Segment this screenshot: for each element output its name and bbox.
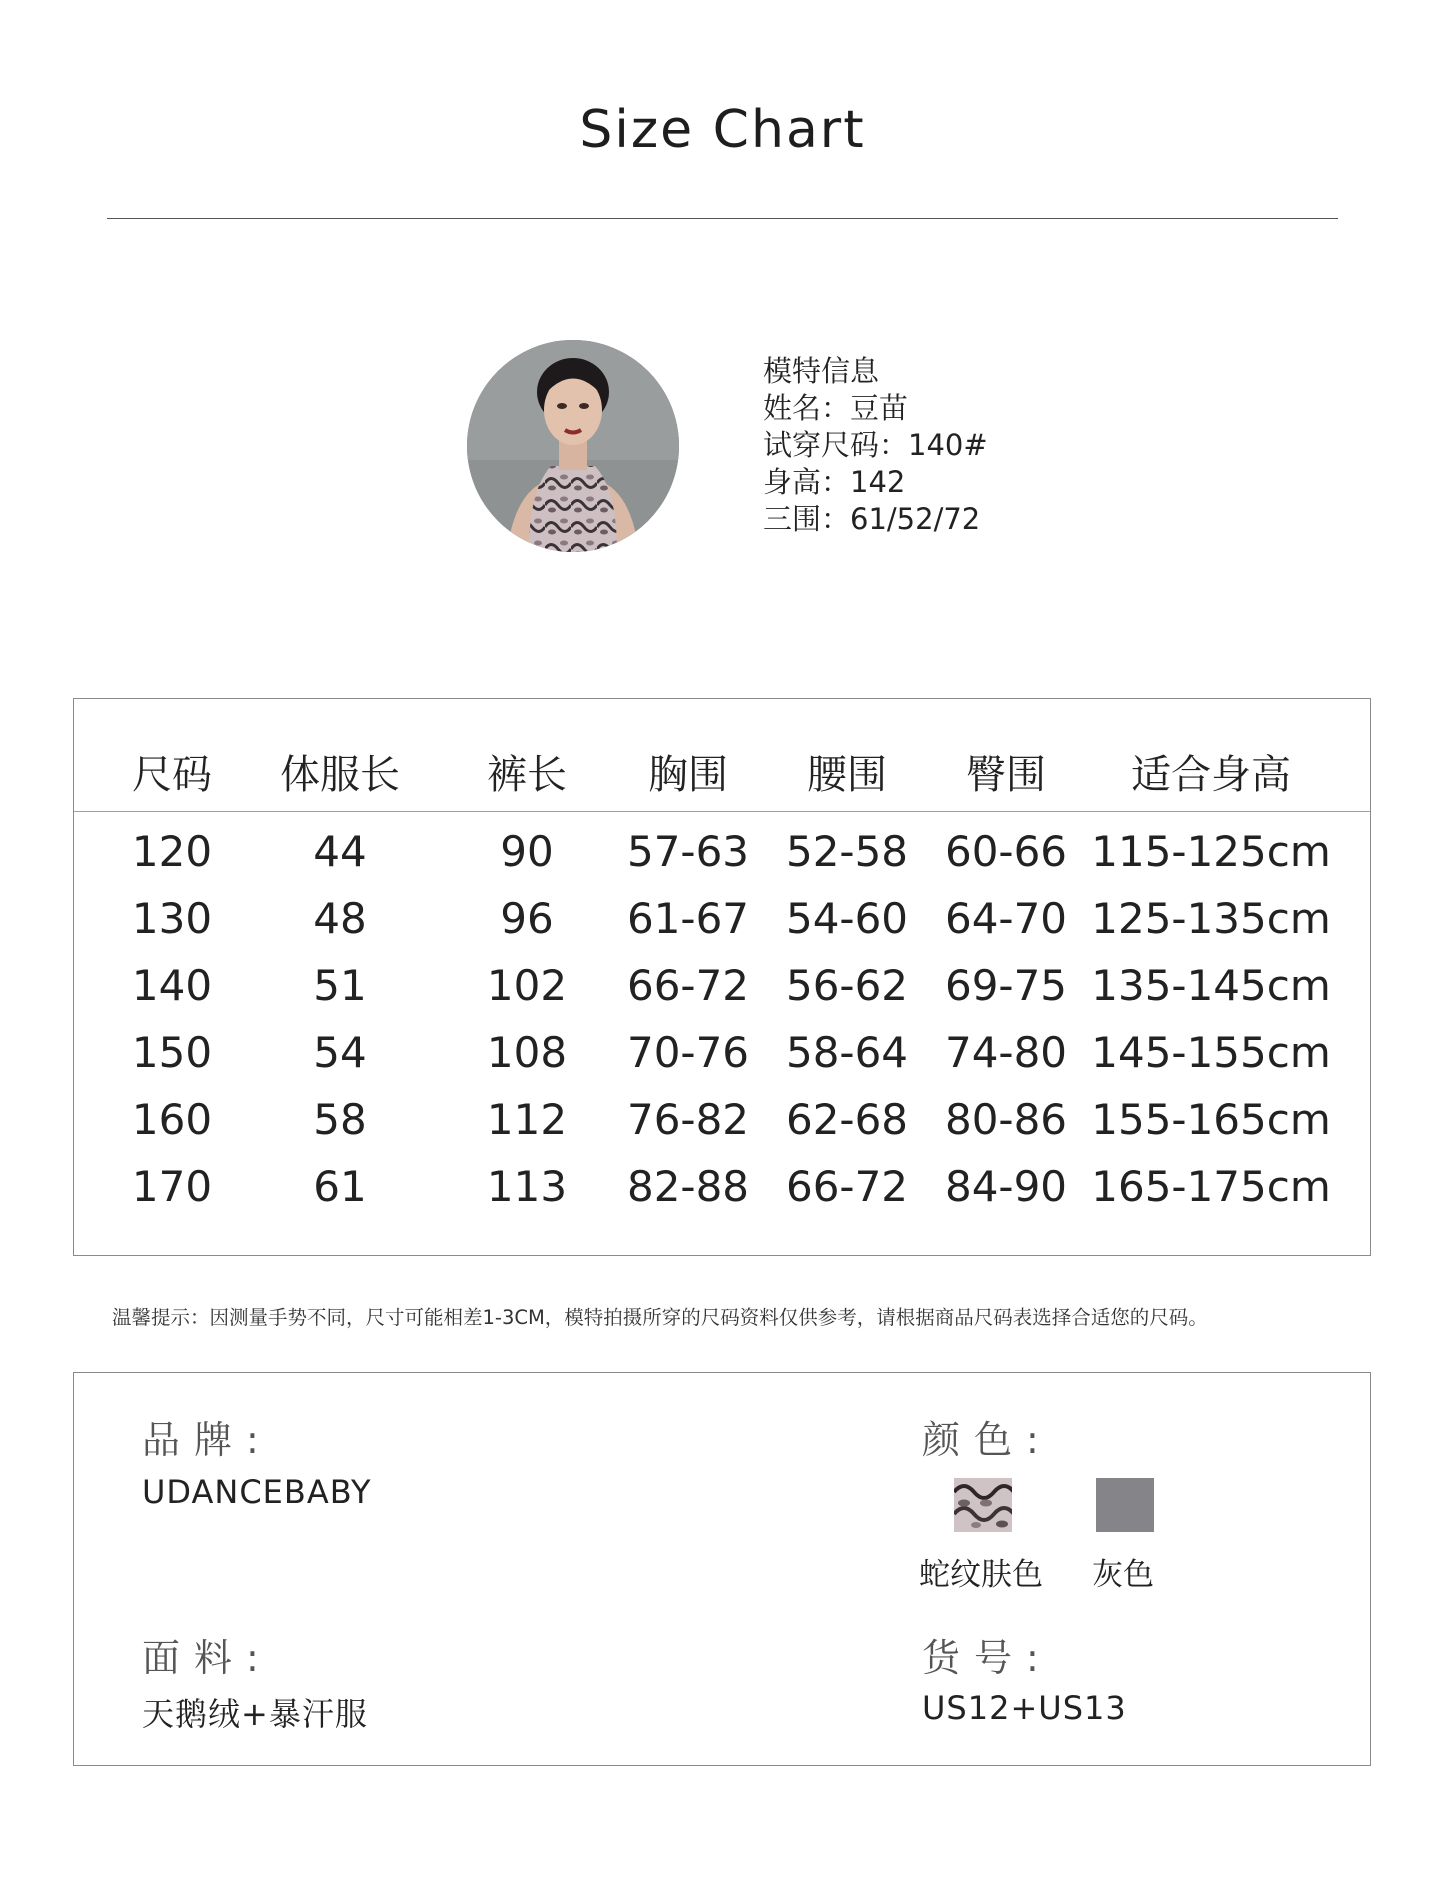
table-cell-body-length: 54 (313, 1028, 367, 1077)
grey-swatch (1096, 1478, 1154, 1532)
table-cell-size: 120 (131, 827, 213, 876)
table-cell-chest: 57-63 (626, 827, 750, 876)
table-cell-pants-length: 102 (486, 961, 568, 1010)
header-fit-height: 适合身高 (1131, 752, 1291, 798)
header-waist: 腰围 (807, 752, 887, 798)
table-cell-hip: 74-80 (944, 1028, 1068, 1077)
sizing-note: 温馨提示：因测量手势不同，尺寸可能相差1-3CM，模特拍摄所穿的尺码资料仅供参考，请根据商品尺码表选择合适您的尺码。 (112, 1306, 1208, 1329)
table-cell-waist: 66-72 (785, 1162, 909, 1211)
size-table (73, 698, 1371, 1256)
table-cell-size: 170 (131, 1162, 213, 1211)
model-size: 试穿尺码：140# (763, 428, 988, 462)
table-header-divider (74, 811, 1370, 812)
model-info-heading: 模特信息 (763, 354, 880, 388)
table-cell-body-length: 51 (313, 961, 367, 1010)
model-name: 姓名：豆苗 (763, 391, 909, 425)
table-cell-hip: 60-66 (944, 827, 1068, 876)
table-cell-hip: 80-86 (944, 1095, 1068, 1144)
table-cell-size: 140 (131, 961, 213, 1010)
color-name-snake: 蛇纹肤色 (919, 1557, 1043, 1593)
table-cell-chest: 70-76 (626, 1028, 750, 1077)
table-cell-waist: 56-62 (785, 961, 909, 1010)
title-divider (107, 218, 1338, 219)
table-cell-chest: 76-82 (626, 1095, 750, 1144)
table-cell-size: 150 (131, 1028, 213, 1077)
brand-label: 品牌: (142, 1418, 273, 1462)
product-info (73, 1372, 1371, 1766)
table-cell-body-length: 58 (313, 1095, 367, 1144)
header-chest: 胸围 (648, 752, 728, 798)
header-hip: 臀围 (966, 752, 1046, 798)
table-cell-fit-height: 125-135cm (1091, 894, 1331, 943)
brand-value: UDANCEBABY (142, 1473, 372, 1511)
table-cell-body-length: 44 (313, 827, 367, 876)
item-number-label: 货号: (922, 1636, 1053, 1680)
table-cell-pants-length: 90 (500, 827, 554, 876)
table-cell-fit-height: 165-175cm (1091, 1162, 1331, 1211)
model-height: 身高：142 (763, 465, 906, 499)
table-cell-hip: 69-75 (944, 961, 1068, 1010)
table-cell-chest: 82-88 (626, 1162, 750, 1211)
table-cell-pants-length: 112 (486, 1095, 568, 1144)
header-body-length: 体服长 (280, 752, 400, 798)
table-cell-pants-length: 96 (500, 894, 554, 943)
table-cell-fit-height: 155-165cm (1091, 1095, 1331, 1144)
fabric-value: 天鹅绒+暴汗服 (142, 1695, 368, 1733)
table-cell-waist: 58-64 (785, 1028, 909, 1077)
table-cell-fit-height: 115-125cm (1091, 827, 1331, 876)
table-cell-waist: 52-58 (785, 827, 909, 876)
color-label: 颜色: (922, 1418, 1053, 1462)
model-avatar (467, 340, 679, 552)
table-cell-pants-length: 108 (486, 1028, 568, 1077)
item-number-value: US12+US13 (922, 1689, 1127, 1727)
table-cell-fit-height: 135-145cm (1091, 961, 1331, 1010)
fabric-label: 面料: (142, 1636, 273, 1680)
snake-pattern-swatch (954, 1478, 1012, 1532)
page-title: Size Chart (579, 100, 866, 160)
table-cell-chest: 61-67 (626, 894, 750, 943)
table-cell-size: 130 (131, 894, 213, 943)
table-cell-hip: 64-70 (944, 894, 1068, 943)
table-cell-body-length: 61 (313, 1162, 367, 1211)
table-cell-chest: 66-72 (626, 961, 750, 1010)
table-cell-waist: 54-60 (785, 894, 909, 943)
color-name-grey: 灰色 (1092, 1557, 1154, 1593)
table-cell-pants-length: 113 (486, 1162, 568, 1211)
model-measurements: 三围：61/52/72 (763, 502, 981, 536)
table-cell-size: 160 (131, 1095, 213, 1144)
model-info (763, 353, 988, 538)
table-cell-body-length: 48 (313, 894, 367, 943)
header-size: 尺码 (132, 752, 212, 798)
table-cell-waist: 62-68 (785, 1095, 909, 1144)
table-cell-fit-height: 145-155cm (1091, 1028, 1331, 1077)
table-cell-hip: 84-90 (944, 1162, 1068, 1211)
header-pants-length: 裤长 (487, 752, 567, 798)
